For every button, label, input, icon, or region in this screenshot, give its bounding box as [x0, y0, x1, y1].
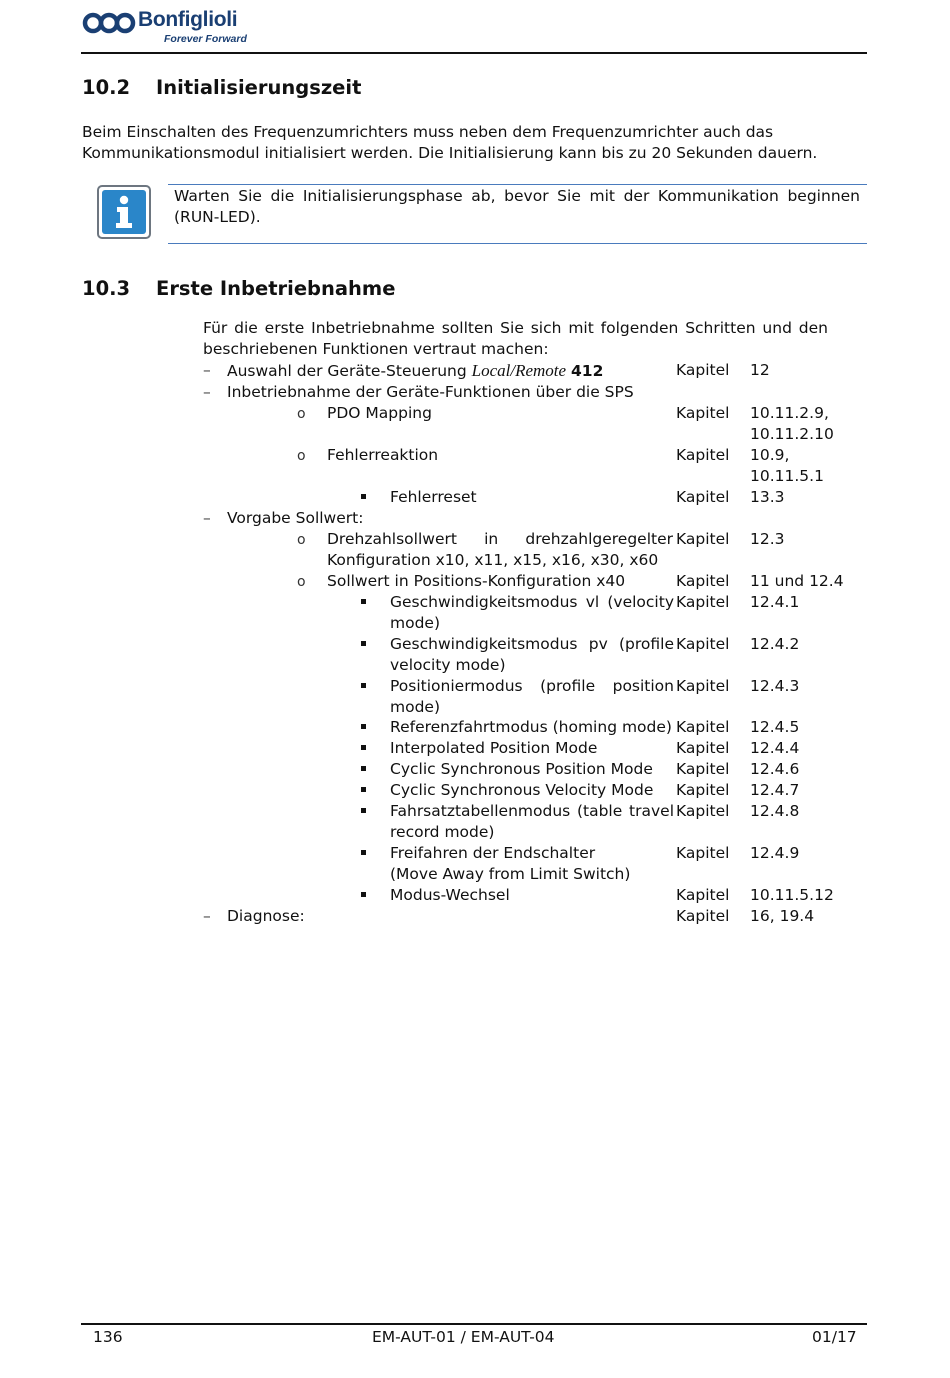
- list-item-pdo-mapping: PDO Mapping: [327, 404, 432, 422]
- list-item-freifahren: Freifahren der Endschalter: [390, 844, 596, 862]
- kapitel-label: Kapitel: [676, 760, 730, 778]
- square-bullet: [361, 787, 366, 792]
- section-number: 10.2: [82, 76, 131, 99]
- document-id: EM-AUT-01 / EM-AUT-04: [372, 1328, 555, 1346]
- note-top-rule: [168, 184, 867, 185]
- list-item-inbetriebnahme: Inbetriebnahme der Geräte-Funktionen über die SPS: [227, 383, 634, 401]
- kapitel-label: Kapitel: [676, 907, 730, 925]
- chapter-ref: 12.4.3: [750, 677, 800, 695]
- kapitel-label: Kapitel: [676, 739, 730, 757]
- chapter-ref: 12.4.2: [750, 635, 800, 653]
- item-text: Auswahl der Geräte-Steuerung: [227, 362, 467, 380]
- parameter-name: Local/Remote: [471, 361, 567, 380]
- square-bullet: [361, 641, 366, 646]
- kapitel-label: Kapitel: [676, 781, 730, 799]
- chapter-ref: 10.11.2.10: [750, 425, 834, 443]
- list-item-cyclic-sync-velocity: Cyclic Synchronous Velocity Mode: [390, 781, 654, 799]
- list-item-velocity-mode: Geschwindigkeitsmodus vl (velocity mode): [390, 593, 674, 632]
- chapter-ref: 16, 19.4: [750, 907, 815, 925]
- section-heading-10-2: [82, 76, 361, 99]
- kapitel-label: Kapitel: [676, 572, 730, 590]
- list-item-sollwert-positions: Sollwert in Positions-Konfiguration x40: [327, 572, 626, 590]
- footer-rule: [81, 1323, 867, 1325]
- kapitel-label: Kapitel: [676, 635, 730, 653]
- chapter-ref: 12.4.4: [750, 739, 800, 757]
- chapter-ref: 11 und 12.4: [750, 572, 844, 590]
- header-rule: [81, 52, 867, 54]
- brand-name: Bonfiglioli: [138, 8, 238, 31]
- kapitel-label: Kapitel: [676, 404, 730, 422]
- square-bullet: [361, 683, 366, 688]
- section-title: Erste Inbetriebnahme: [156, 277, 396, 300]
- chapter-ref: 10.11.5.1: [750, 467, 824, 485]
- square-bullet: [361, 599, 366, 604]
- circle-bullet: o: [297, 532, 306, 548]
- chapter-ref: 10.11.5.12: [750, 886, 834, 904]
- circle-bullet: o: [297, 448, 306, 464]
- section-title: Initialisierungszeit: [156, 76, 362, 99]
- kapitel-label: Kapitel: [676, 488, 730, 506]
- kapitel-label: Kapitel: [676, 593, 730, 611]
- square-bullet: [361, 494, 366, 499]
- list-item-auswahl: [227, 360, 603, 382]
- list-item-drehzahlsollwert: Drehzahlsollwert in drehzahlgeregelter Konfiguration x10, x11, x15, x16, x30, x60: [327, 530, 673, 569]
- dash-bullet: –: [203, 361, 211, 379]
- section-intro: Für die erste Inbetriebnahme sollten Sie sich mit folgenden Schritten und den beschriebenen Funktionen vertraut machen:: [203, 319, 828, 358]
- list-item-homing-mode: Referenzfahrtmodus (homing mode): [390, 718, 672, 736]
- chapter-ref: 10.9,: [750, 446, 790, 464]
- brand-tagline: Forever Forward: [164, 33, 247, 45]
- section-paragraph: Beim Einschalten des Frequenzumrichters muss neben dem Frequenzumrichter auch das Kommunikationsmodul initialisiert werden. Die Initialisierung kann bis zu 20 Sekunden dauern.: [82, 123, 818, 162]
- dash-bullet: –: [203, 509, 211, 527]
- square-bullet: [361, 850, 366, 855]
- list-item-freifahren-subtitle: (Move Away from Limit Switch): [390, 865, 631, 883]
- logo-mark-icon: [82, 10, 138, 36]
- kapitel-label: Kapitel: [676, 802, 730, 820]
- section-number: 10.3: [82, 277, 131, 300]
- kapitel-label: Kapitel: [676, 530, 730, 548]
- list-item-profile-position-mode: Positioniermodus (profile position mode): [390, 677, 674, 716]
- section-heading-10-3: [82, 277, 395, 300]
- kapitel-label: Kapitel: [676, 677, 730, 695]
- circle-bullet: o: [297, 574, 306, 590]
- dash-bullet: –: [203, 383, 211, 401]
- chapter-ref: 12.4.9: [750, 844, 800, 862]
- chapter-ref: 12.4.1: [750, 593, 800, 611]
- chapter-ref: 10.11.2.9,: [750, 404, 829, 422]
- chapter-ref: 12.4.6: [750, 760, 800, 778]
- note-text: Warten Sie die Initialisierungsphase ab, bevor Sie mit der Kommunikation beginnen (RUN-LED).: [174, 187, 860, 226]
- list-item-profile-velocity-mode: Geschwindigkeitsmodus pv (profile velocity mode): [390, 635, 674, 674]
- brand-logo: [82, 8, 262, 50]
- chapter-ref: 12: [750, 361, 770, 379]
- list-item-fehlerreaktion: Fehlerreaktion: [327, 446, 439, 464]
- chapter-ref: 13.3: [750, 488, 785, 506]
- square-bullet: [361, 766, 366, 771]
- list-item-fehlerreset: Fehlerreset: [390, 488, 477, 506]
- kapitel-label: Kapitel: [676, 886, 730, 904]
- list-item-table-travel-record: Fahrsatztabellenmodus (table travel record mode): [390, 802, 674, 841]
- chapter-ref: 12.4.5: [750, 718, 800, 736]
- chapter-ref: 12.3: [750, 530, 785, 548]
- dash-bullet: –: [203, 907, 211, 925]
- parameter-number: 412: [571, 362, 604, 380]
- info-icon: [97, 185, 151, 239]
- list-item-vorgabe-sollwert: Vorgabe Sollwert:: [227, 509, 364, 527]
- kapitel-label: Kapitel: [676, 844, 730, 862]
- square-bullet: [361, 808, 366, 813]
- kapitel-label: Kapitel: [676, 446, 730, 464]
- kapitel-label: Kapitel: [676, 361, 730, 379]
- document-date: 01/17: [812, 1328, 857, 1346]
- page-number: 136: [93, 1328, 123, 1346]
- chapter-ref: 12.4.8: [750, 802, 800, 820]
- list-item-diagnose: Diagnose:: [227, 907, 305, 925]
- square-bullet: [361, 892, 366, 897]
- list-item-interpolated-position: Interpolated Position Mode: [390, 739, 598, 757]
- circle-bullet: o: [297, 406, 306, 422]
- note-bottom-rule: [168, 243, 867, 244]
- square-bullet: [361, 745, 366, 750]
- kapitel-label: Kapitel: [676, 718, 730, 736]
- chapter-ref: 12.4.7: [750, 781, 800, 799]
- list-item-modus-wechsel: Modus-Wechsel: [390, 886, 510, 904]
- list-item-cyclic-sync-position: Cyclic Synchronous Position Mode: [390, 760, 653, 778]
- square-bullet: [361, 724, 366, 729]
